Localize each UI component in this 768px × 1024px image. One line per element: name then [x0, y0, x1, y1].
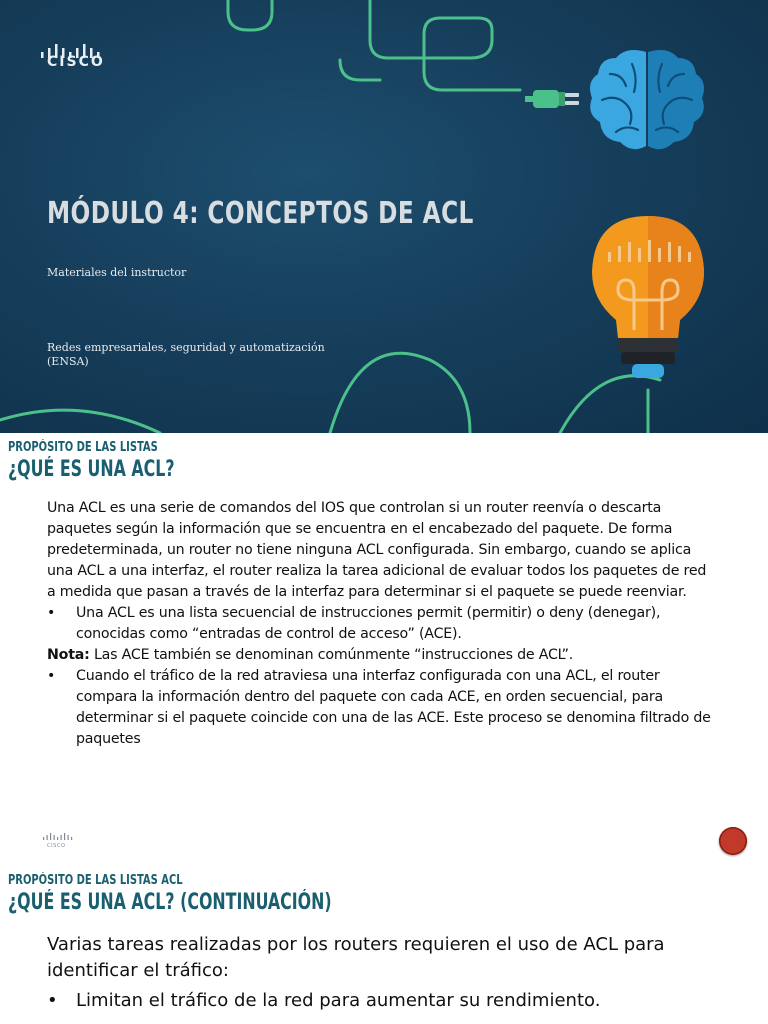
cisco-logo-text: CISCO — [47, 843, 66, 849]
note-label: Nota: — [47, 647, 90, 663]
slide-body — [47, 498, 717, 750]
slide-body — [47, 932, 747, 1014]
bullet-icon: • — [47, 668, 56, 684]
note — [47, 645, 717, 666]
note-text: Las ACE también se denominan comúnmente “instrucciones de ACL”. — [89, 647, 574, 663]
intro-paragraph: Varias tareas realizadas por los routers requieren el uso de ACL para identificar el tráfico: — [47, 934, 665, 981]
section-title: ¿QUÉ ES UNA ACL? (CONTINUACIÓN) — [8, 890, 332, 915]
slide-title: MÓDULO 4: CONCEPTOS DE ACL — [47, 196, 474, 231]
list-item — [47, 603, 717, 645]
list-item-text: Cuando el tráfico de la red atraviesa una interfaz configurada con una ACL, el router compara la información dentro del paquete con cada ACE, en orden secuencial, para determinar si el paquete coincide con una de las ACE. Este proceso se denomina filtrado de paquetes — [76, 668, 711, 747]
list-item — [47, 988, 747, 1014]
list-item-text: Una ACL es una lista secuencial de instrucciones permit (permitir) o deny (denegar), conocidas como “entradas de control de acceso” (ACE). — [76, 605, 661, 642]
section-title: ¿QUÉ ES UNA ACL? — [8, 457, 175, 482]
plug-icon — [525, 84, 585, 114]
content-slide-2 — [0, 867, 768, 1024]
bullet-icon: • — [47, 605, 56, 621]
record-button[interactable] — [719, 827, 747, 855]
section-label: PROPÓSITO DE LAS LISTAS ACL — [8, 873, 183, 888]
list-item — [47, 666, 717, 750]
title-slide — [0, 0, 768, 433]
intro-paragraph: Una ACL es una serie de comandos del IOS que controlan si un router reenvía o descarta paquetes según la información que se encuentra en el encabezado del paquete. De forma predeterminada, un router no tiene ninguna ACL configurada. Sin embargo, cuando se aplica una ACL a una interfaz, el router realiza la tarea adicional de evaluar todos los paquetes de red a medida que pasan a través de la interfaz para determinar si el paquete se puede reenviar. — [47, 500, 707, 600]
lightbulb-icon — [588, 212, 708, 392]
course-name: Redes empresariales, seguridad y automatización (ENSA) — [47, 341, 325, 368]
cisco-logo-text: CISCO — [47, 54, 105, 70]
list-item-text: Limitan el tráfico de la red para aumentar su rendimiento. — [76, 990, 601, 1011]
cisco-logo — [42, 833, 74, 849]
section-label: PROPÓSITO DE LAS LISTAS — [8, 440, 158, 455]
bullet-icon: • — [47, 990, 58, 1011]
brain-icon — [586, 44, 708, 156]
slide-subtitle: Materiales del instructor — [47, 266, 187, 279]
content-slide-1 — [0, 433, 768, 867]
